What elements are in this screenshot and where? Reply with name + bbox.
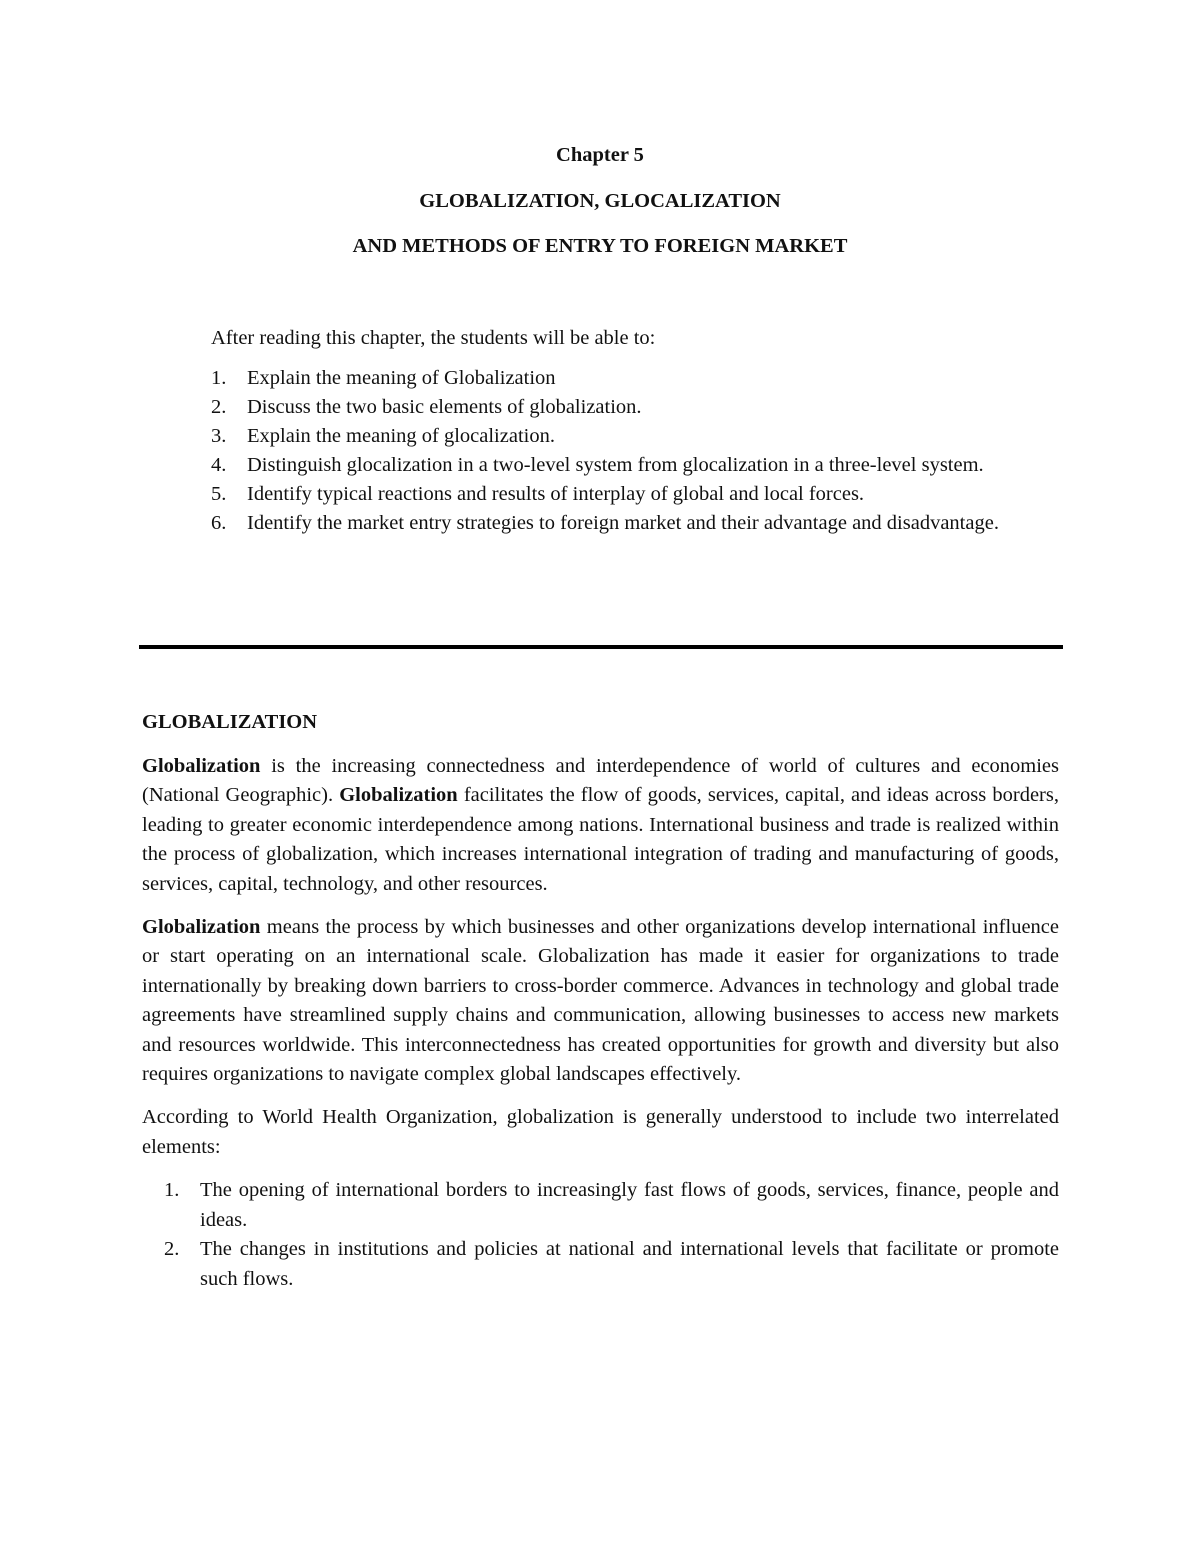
objectives-intro: After reading this chapter, the students will be able to: (211, 327, 656, 349)
objective-text: Identify typical reactions and results of interplay of global and local forces. (247, 483, 865, 505)
objective-item (211, 509, 1011, 538)
objective-item (211, 364, 1011, 393)
paragraph-text: is the increasing connectedness and interdependence of world of cultures and economies (National Geographic). (142, 755, 1059, 807)
elements-list (142, 1176, 1059, 1294)
element-item (164, 1235, 1059, 1294)
objective-text: Explain the meaning of Globalization (247, 367, 556, 389)
section-divider (139, 645, 1063, 649)
objective-number: 1. (211, 367, 227, 389)
objective-number: 2. (211, 396, 227, 418)
bold-term: Globalization (339, 784, 458, 807)
objective-number: 4. (211, 454, 227, 476)
bold-term: Globalization (142, 916, 261, 939)
objective-text: Explain the meaning of glocalization. (247, 425, 555, 447)
element-number: 1. (164, 1179, 180, 1202)
section-title: GLOBALIZATION (142, 711, 318, 733)
paragraph-text: facilitates the flow of goods, services, capital, and ideas across borders, leading to greater economic interdependence among nations. International business and trade is realized within the process of globalization, which increases international integration of trading and manufacturing of goods, services, capital, technology, and other resources. (142, 784, 1059, 895)
objective-item (211, 422, 1011, 451)
objective-number: 5. (211, 483, 227, 505)
paragraph-text: means the process by which businesses and other organizations develop international influence or start operating on an international scale. Globalization has made it easier for organizations to trade internationally by breaking down barriers to cross-border commerce. Advances in technology and global trade agreements have streamlined supply chains and communication, allowing businesses to access new markets and resources worldwide. This interconnectedness has created opportunities for growth and diversity but also requires organizations to navigate complex global landscapes effectively. (142, 916, 1059, 1086)
objective-number: 3. (211, 425, 227, 447)
objective-item (211, 451, 1011, 480)
objective-text: Distinguish glocalization in a two-level system from glocalization in a three-level system. (247, 454, 984, 476)
element-number: 2. (164, 1238, 180, 1261)
objective-text: Discuss the two basic elements of globalization. (247, 396, 642, 418)
objective-item (211, 393, 1011, 422)
paragraph-who: According to World Health Organization, globalization is generally understood to include two interrelated elements: (142, 1106, 1059, 1158)
learning-objectives (211, 326, 1011, 538)
element-text: The opening of international borders to increasingly fast flows of goods, services, finance, people and ideas. (200, 1179, 1059, 1231)
bold-term: Globalization (142, 755, 261, 777)
chapter-number: Chapter 5 (556, 144, 644, 166)
chapter-title-line-2: AND METHODS OF ENTRY TO FOREIGN MARKET (352, 235, 848, 257)
main-content (142, 710, 1059, 1294)
objective-item (211, 480, 1011, 509)
element-item (164, 1176, 1059, 1235)
objectives-list (211, 364, 1011, 538)
objective-text: Identify the market entry strategies to foreign market and their advantage and disadvantage. (247, 512, 999, 534)
element-text: The changes in institutions and policies at national and international levels that facilitate or promote such flows. (200, 1238, 1059, 1290)
paragraph-definition (142, 752, 1059, 899)
objective-number: 6. (211, 512, 227, 534)
chapter-title-line-1: GLOBALIZATION, GLOCALIZATION (419, 190, 781, 212)
paragraph-meaning (142, 913, 1059, 1089)
